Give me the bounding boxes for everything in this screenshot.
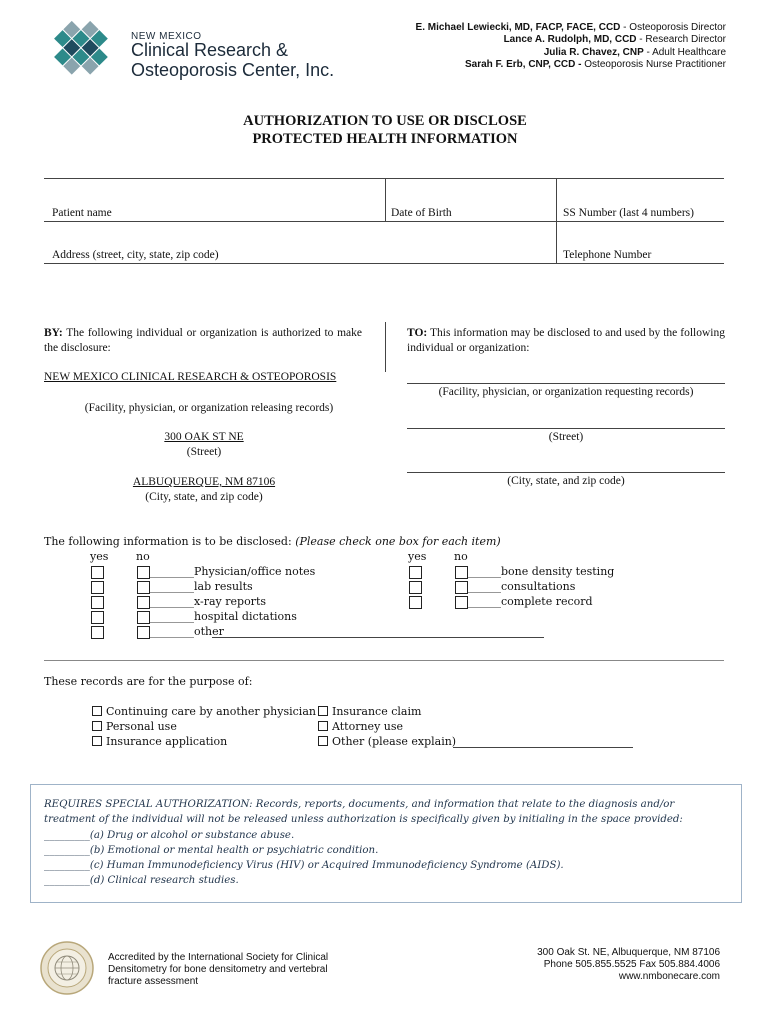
staff-name: Julia R. Chavez, CNP [543, 46, 644, 58]
no-checkbox[interactable] [137, 611, 150, 624]
by-paragraph [44, 326, 362, 355]
no-checkbox[interactable] [455, 581, 468, 594]
other-explain-line[interactable] [212, 637, 544, 638]
staff-row [416, 47, 726, 59]
requesting-city-line[interactable] [407, 472, 725, 473]
org-name-line2: Clinical Research & [131, 40, 289, 60]
purpose-option-label: Attorney use [332, 720, 404, 733]
by-text: The following individual or organization is authorized to make the disclosure: [44, 327, 362, 354]
accreditation-text [108, 952, 328, 988]
checklist-item: ________lab results [150, 580, 253, 593]
table-row-border [44, 221, 724, 222]
purpose-option[interactable] [318, 720, 403, 733]
checklist-item-label: complete record [501, 595, 593, 608]
releasing-city-caption: (City, state, and zip code) [145, 491, 263, 503]
telephone-field[interactable]: Telephone Number [563, 249, 652, 261]
staff-name: E. Michael Lewiecki, MD, FACP, FACE, CCD [415, 22, 621, 33]
table-row-border [44, 263, 724, 264]
purpose-checkbox[interactable] [318, 706, 328, 716]
table-top-border [44, 178, 724, 179]
staff-role: - Adult Healthcare [643, 46, 726, 58]
requesting-street-caption: (Street) [548, 431, 584, 443]
disclose-intro-text: The following information is to be disclosed: [44, 535, 292, 548]
initial-item-label: (a) Drug or alcohol or substance abuse. [89, 829, 295, 841]
yes-checkbox[interactable] [91, 626, 104, 639]
contact-website[interactable]: www.nmbonecare.com [618, 971, 720, 982]
checklist-item: ________hospital dictations [150, 610, 297, 623]
yes-checkbox[interactable] [91, 581, 104, 594]
staff-row [416, 22, 726, 34]
address-field[interactable]: Address (street, city, state, zip code) [52, 249, 219, 261]
contact-address: 300 Oak St. NE, Albuquerque, NM 87106 [537, 947, 720, 958]
yes-checkbox[interactable] [91, 596, 104, 609]
yes-header-left: yes [90, 550, 109, 563]
releasing-facility-value[interactable]: NEW MEXICO CLINICAL RESEARCH & OSTEOPOROSIS [44, 371, 337, 383]
purpose-option-label: Insurance claim [332, 705, 422, 718]
disclose-intro [44, 535, 501, 548]
by-heading: BY: [44, 327, 63, 339]
contact-info [537, 947, 720, 983]
yes-checkbox[interactable] [409, 596, 422, 609]
patient-name-field[interactable]: Patient name [52, 207, 112, 219]
date-of-birth-field[interactable]: Date of Birth [391, 207, 452, 219]
staff-role: - Research Director [636, 34, 726, 46]
no-checkbox[interactable] [137, 596, 150, 609]
org-name-line3: Osteoporosis Center, Inc. [131, 60, 335, 80]
checklist-item: ______consultations [468, 580, 576, 593]
org-name [131, 40, 334, 80]
accreditation-line: Accredited by the International Society for Clinical [108, 952, 329, 963]
purpose-intro: These records are for the purpose of: [44, 675, 253, 688]
no-header-left: no [136, 550, 150, 563]
initial-item[interactable]: _________(a) Drug or alcohol or substance abuse. [44, 829, 295, 841]
releasing-facility-caption: (Facility, physician, or organization releasing records) [84, 402, 334, 414]
special-text-line: treatment of the individual will not be released unless authorization is specifically given by initialing in the space provided: [44, 814, 683, 826]
no-checkbox[interactable] [137, 626, 150, 639]
no-header-right: no [454, 550, 468, 563]
no-checkbox[interactable] [137, 566, 150, 579]
yes-checkbox[interactable] [409, 581, 422, 594]
staff-name: Lance A. Rudolph, MD, CCD [503, 34, 637, 46]
staff-list [416, 22, 726, 71]
checklist-item: ______bone density testing [468, 565, 615, 578]
org-name-line1: NEW MEXICO [131, 31, 202, 42]
staff-row [416, 34, 726, 46]
clinic-logo-icon [40, 16, 112, 88]
initial-item[interactable]: _________(b) Emotional or mental health or psychiatric condition. [44, 844, 379, 856]
requesting-city-caption: (City, state, and zip code) [507, 475, 625, 487]
staff-row [416, 59, 726, 71]
accreditation-line: Densitometry for bone densitometry and vertebral [108, 964, 328, 975]
to-text: This information may be disclosed to and used by the following individual or organization: [407, 327, 725, 354]
checklist-item: ________Physician/office notes [150, 565, 316, 578]
requesting-street-line[interactable] [407, 428, 725, 429]
releasing-street-value[interactable]: 300 OAK ST NE [164, 431, 244, 443]
other-purpose-line[interactable] [453, 747, 633, 748]
yes-checkbox[interactable] [91, 566, 104, 579]
purpose-checkbox[interactable] [92, 706, 102, 716]
no-checkbox[interactable] [455, 566, 468, 579]
checklist-item-label: x-ray reports [194, 595, 267, 608]
staff-role: - Osteoporosis Director [620, 22, 726, 33]
purpose-checkbox[interactable] [92, 721, 102, 731]
purpose-option-label: Other (please explain) [332, 735, 457, 748]
purpose-option-label: Insurance application [106, 735, 228, 748]
table-divider [385, 178, 386, 221]
form-title-line2: PROTECTED HEALTH INFORMATION [252, 131, 518, 147]
disclose-instruction: (Please check one box for each item) [295, 535, 501, 548]
purpose-option[interactable] [92, 720, 177, 733]
initial-item-label: (b) Emotional or mental health or psychiatric condition. [89, 844, 379, 856]
initial-item[interactable]: _________(d) Clinical research studies. [44, 875, 239, 887]
requesting-facility-line[interactable] [407, 383, 725, 384]
special-text-line: REQUIRES SPECIAL AUTHORIZATION: Records, reports, documents, and information that relate to the diagnosis and/or [44, 799, 675, 810]
releasing-street-caption: (Street) [186, 446, 222, 458]
by-to-divider [385, 322, 386, 372]
purpose-option-label: Continuing care by another physician [106, 705, 316, 718]
ssn-field[interactable]: SS Number (last 4 numbers) [563, 207, 694, 219]
staff-role: Osteoporosis Nurse Practitioner [581, 58, 726, 70]
yes-header-right: yes [408, 550, 427, 563]
iscd-seal-icon [40, 941, 94, 995]
no-checkbox[interactable] [137, 581, 150, 594]
purpose-option[interactable] [92, 705, 316, 718]
checklist-item: ________x-ray reports [150, 595, 267, 608]
form-title [0, 112, 770, 148]
checklist-item: ______complete record [468, 595, 593, 608]
to-heading: TO: [407, 327, 428, 339]
section-divider [44, 660, 724, 661]
checklist-item-label: other [194, 625, 224, 638]
purpose-option[interactable] [318, 705, 421, 718]
to-paragraph [407, 326, 725, 355]
staff-name: Sarah F. Erb, CNP, CCD - [464, 58, 582, 70]
checklist-item-label: bone density testing [501, 565, 615, 578]
purpose-checkbox[interactable] [318, 721, 328, 731]
requesting-facility-caption: (Facility, physician, or organization requesting records) [438, 386, 694, 398]
checklist-item-label: Physician/office notes [194, 565, 316, 578]
initial-item[interactable]: _________(c) Human Immunodeficiency Virus (HIV) or Acquired Immunodeficiency Syndrome (AIDS). [44, 860, 564, 872]
purpose-option-label: Personal use [106, 720, 177, 733]
special-authorization-text [44, 797, 683, 889]
checklist-item-label: consultations [501, 580, 576, 593]
no-checkbox[interactable] [455, 596, 468, 609]
form-title-line1: AUTHORIZATION TO USE OR DISCLOSE [243, 113, 527, 129]
purpose-option[interactable] [318, 735, 456, 748]
checklist-item: ________other [150, 625, 224, 638]
purpose-option[interactable] [92, 735, 227, 748]
purpose-checkbox[interactable] [92, 736, 102, 746]
yes-checkbox[interactable] [409, 566, 422, 579]
checklist-item-label: hospital dictations [194, 610, 297, 623]
yes-checkbox[interactable] [91, 611, 104, 624]
initial-item-label: (c) Human Immunodeficiency Virus (HIV) or Acquired Immunodeficiency Syndrome (AIDS). [89, 860, 564, 872]
accreditation-line: fracture assessment [108, 976, 199, 987]
contact-phone-fax: Phone 505.855.5525 Fax 505.884.4006 [543, 959, 720, 970]
releasing-city-value[interactable]: ALBUQUERQUE, NM 87106 [132, 476, 276, 488]
checklist-item-label: lab results [194, 580, 253, 593]
purpose-checkbox[interactable] [318, 736, 328, 746]
initial-item-label: (d) Clinical research studies. [89, 875, 239, 887]
